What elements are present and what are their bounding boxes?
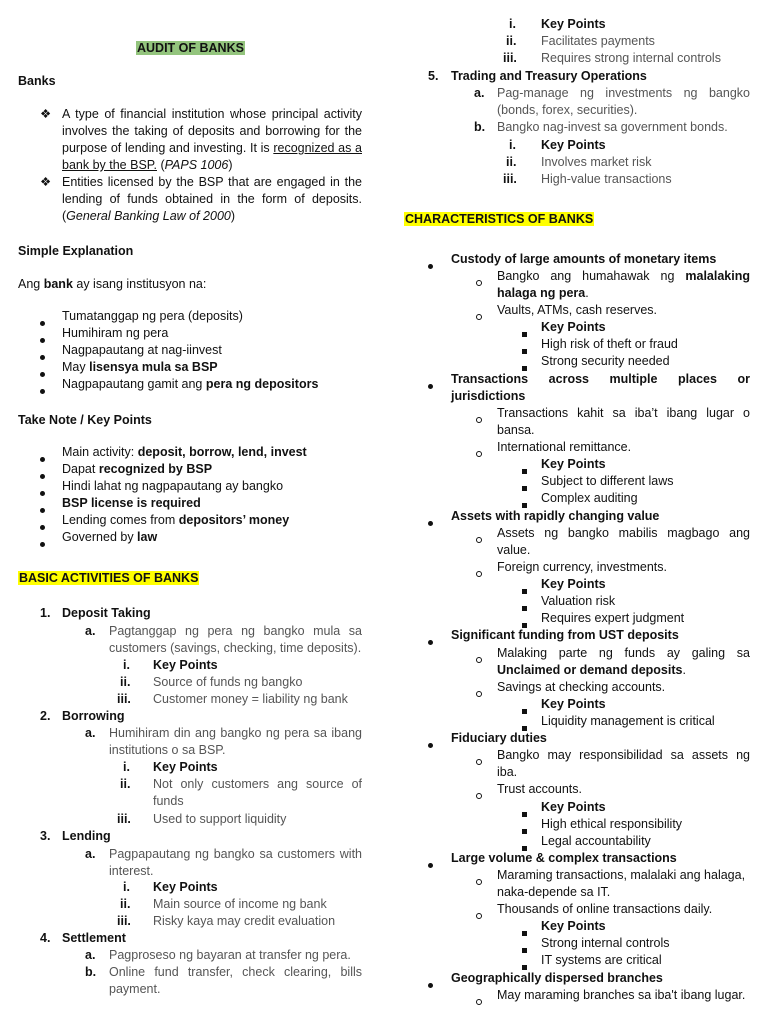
characteristic-item: Large volume & complex transactions	[404, 850, 677, 867]
key-point: Liquidity management is critical	[404, 713, 715, 730]
key-point: ii. Involves market risk	[506, 155, 652, 169]
characteristic-item: Assets with rapidly changing value	[404, 508, 659, 525]
activity-description: a. Pag-manage ng investments ng bangko (bonds, forex, securities).	[474, 86, 750, 117]
characteristic-item: Transactions across multiple places or jurisdictions	[404, 371, 750, 405]
bank-definition-2: ❖ Entities licensed by the BSP that are engaged in the lending of funds obtained in the form of deposits. (General Banking Law of 2000)	[40, 175, 362, 223]
sub-item: Transactions kahit sa iba’t ibang lugar o bansa.	[404, 405, 750, 439]
key-point: iii. Customer money = liability ng bank	[117, 692, 348, 706]
key-points-label: Key Points	[404, 799, 606, 816]
key-point: iii. High-value transactions	[503, 172, 672, 186]
list-item: Tumatanggap ng pera (deposits)	[62, 309, 243, 323]
key-point: Strong internal controls	[404, 935, 670, 952]
sub-item: Malaking parte ng funds ay galing sa Unclaimed or demand deposits.	[404, 645, 750, 679]
key-point: ii. Not only customers ang source of funds	[120, 777, 362, 808]
key-points-label: i. Key Points	[123, 760, 218, 774]
characteristic-item: Significant funding from UST deposits	[404, 627, 679, 644]
key-point: High ethical responsibility	[404, 816, 682, 833]
key-point: iii. Requires strong internal controls	[503, 51, 721, 65]
sub-item: Maraming transactions, malalaki ang halaga, naka-depende sa IT.	[404, 867, 750, 901]
key-points-label: i. Key Points	[123, 880, 218, 894]
activity-trading-treasury: 5. Trading and Treasury Operations	[428, 69, 647, 83]
characteristic-item: Fiduciary duties	[404, 730, 547, 747]
key-points-label: i. Key Points	[509, 17, 606, 31]
circle-bullet-icon	[476, 657, 482, 663]
activity-settlement: 4. Settlement	[40, 931, 126, 945]
circle-bullet-icon	[476, 759, 482, 765]
simple-intro: Ang bank ay isang institusyon na:	[18, 277, 207, 291]
sub-item: Savings at checking accounts.	[404, 679, 665, 696]
sub-item: Trust accounts.	[404, 781, 582, 798]
key-point: Subject to different laws	[404, 473, 673, 490]
activity-deposit-taking: 1. Deposit Taking	[40, 606, 151, 620]
list-item: Governed by law	[62, 530, 158, 544]
circle-bullet-icon	[476, 280, 482, 286]
list-item: Nagpapautang at nag-iinvest	[62, 343, 222, 357]
sub-item: May maraming branches sa iba't ibang lugar.	[404, 987, 745, 1004]
key-points-label: Key Points	[404, 918, 606, 935]
characteristics-heading: CHARACTERISTICS OF BANKS	[405, 212, 594, 226]
circle-bullet-icon	[476, 879, 482, 885]
activity-lending: 3. Lending	[40, 829, 111, 843]
diamond-bullet-icon: ❖	[40, 175, 52, 189]
key-point: Complex auditing	[404, 490, 638, 507]
doc-title: AUDIT OF BANKS	[137, 41, 244, 55]
sub-item: Vaults, ATMs, cash reserves.	[404, 302, 657, 319]
key-points-label: Key Points	[404, 696, 606, 713]
list-item: Humihiram ng pera	[62, 326, 169, 340]
activity-borrowing: 2. Borrowing	[40, 709, 125, 723]
key-point: ii. Facilitates payments	[506, 34, 655, 48]
activity-description: a. Humihiram din ang bangko ng pera sa ibang institutions o sa BSP.	[85, 726, 362, 757]
simple-heading: Simple Explanation	[18, 244, 134, 258]
list-item: Dapat recognized by BSP	[62, 462, 213, 476]
circle-bullet-icon	[476, 417, 482, 423]
key-point: Strong security needed	[404, 353, 670, 370]
key-points-label: Key Points	[404, 319, 606, 336]
key-point: High risk of theft or fraud	[404, 336, 678, 353]
take-note-heading: Take Note / Key Points	[18, 413, 152, 427]
characteristic-item: Custody of large amounts of monetary items	[404, 251, 716, 268]
circle-bullet-icon	[476, 999, 482, 1005]
sub-item: Assets ng bangko mabilis magbago ang value.	[404, 525, 750, 559]
circle-bullet-icon	[476, 537, 482, 543]
key-point: Legal accountability	[404, 833, 651, 850]
key-points-label: Key Points	[404, 576, 606, 593]
key-point: ii. Source of funds ng bangko	[120, 675, 303, 689]
characteristic-item: Geographically dispersed branches	[404, 970, 663, 987]
bullet-icon	[40, 542, 45, 547]
activity-description: a. Pagproseso ng bayaran at transfer ng pera.	[85, 948, 351, 962]
diamond-bullet-icon: ❖	[40, 107, 52, 121]
key-points-label: i. Key Points	[509, 138, 606, 152]
key-points-label: Key Points	[404, 456, 606, 473]
basic-activities-heading: BASIC ACTIVITIES OF BANKS	[19, 571, 199, 585]
sub-item: International remittance.	[404, 439, 631, 456]
bullet-icon	[428, 384, 433, 389]
activity-description: b. Online fund transfer, check clearing, bills payment.	[85, 965, 362, 996]
list-item: BSP license is required	[62, 496, 201, 510]
banks-heading: Banks	[18, 74, 56, 88]
sub-item: Bangko may responsibilidad sa assets ng iba.	[404, 747, 750, 781]
sub-item: Thousands of online transactions daily.	[404, 901, 712, 918]
sub-item: Foreign currency, investments.	[404, 559, 667, 576]
key-point: Requires expert judgment	[404, 610, 684, 627]
sub-item: Bangko ang humahawak ng malalaking halaga ng pera.	[404, 268, 750, 302]
list-item: Hindi lahat ng nagpapautang ay bangko	[62, 479, 284, 493]
key-point: iii. Used to support liquidity	[117, 812, 287, 826]
key-point: Valuation risk	[404, 593, 615, 610]
activity-description: b. Bangko nag-invest sa government bonds.	[474, 120, 728, 134]
bullet-icon	[40, 389, 45, 394]
list-item: Nagpapautang gamit ang pera ng depositors	[62, 377, 319, 391]
key-points-label: i. Key Points	[123, 658, 218, 672]
activity-description: a. Pagtanggap ng pera ng bangko mula sa customers (savings, checking, time deposits).	[85, 624, 362, 655]
activity-description: a. Pagpapautang ng bangko sa customers with interest.	[85, 847, 362, 878]
key-point: iii. Risky kaya may credit evaluation	[117, 914, 336, 928]
key-point: IT systems are critical	[404, 952, 662, 969]
key-point: ii. Main source of income ng bank	[120, 897, 327, 911]
list-item: May lisensya mula sa BSP	[62, 360, 218, 374]
list-item: Main activity: deposit, borrow, lend, invest	[62, 445, 307, 459]
bank-definition-1: ❖ A type of financial institution whose principal activity involves the taking of deposits and borrowing for the purpose of lending and investing. It is recognized as a bank by the BSP. (PAPS 1006)	[40, 107, 362, 172]
list-item: Lending comes from depositors’ money	[62, 513, 290, 527]
